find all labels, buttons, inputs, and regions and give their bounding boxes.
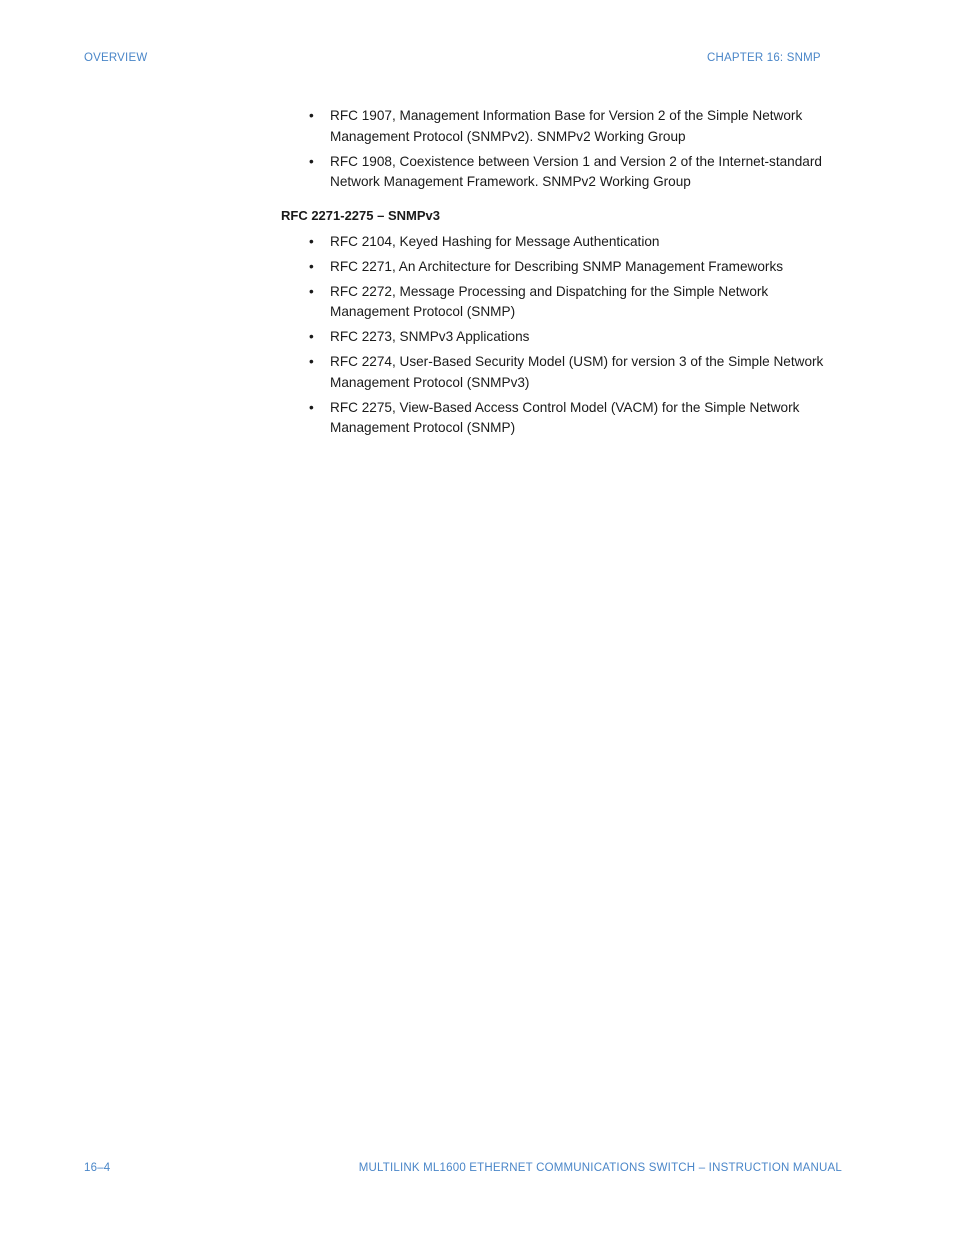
bullet-icon: • <box>309 233 314 249</box>
page-number: 16–4 <box>84 1162 111 1174</box>
bullet-icon: • <box>309 329 314 344</box>
list-item <box>281 106 841 147</box>
list-item <box>281 232 841 253</box>
list-item-text: RFC 2104, Keyed Hashing for Message Authentication <box>330 233 660 249</box>
section-heading: RFC 2271-2275 – SNMPv3 <box>281 207 440 223</box>
list-item <box>281 257 841 278</box>
list-item-text: RFC 2273, SNMPv3 Applications <box>330 329 530 344</box>
list-item-text: RFC 2274, User-Based Security Model (USM) for version 3 of the Simple Network Management Protocol (SNMPv3) <box>330 354 824 390</box>
list-item-text: RFC 1907, Management Information Base for Version 2 of the Simple Network Management Protocol (SNMPv2). SNMPv2 Working Group <box>330 108 803 144</box>
rfc-list-snmpv3 <box>281 232 841 439</box>
running-header-chapter: CHAPTER 16: SNMP <box>707 52 821 64</box>
list-item <box>281 398 841 439</box>
bullet-icon: • <box>309 258 314 274</box>
bullet-icon: • <box>309 283 314 299</box>
list-item <box>281 282 841 323</box>
manual-title: MULTILINK ML1600 ETHERNET COMMUNICATIONS SWITCH – INSTRUCTION MANUAL <box>358 1162 842 1174</box>
running-header-section: OVERVIEW <box>84 52 148 64</box>
list-item-text: RFC 2275, View-Based Access Control Model (VACM) for the Simple Network Management Protocol (SNMP) <box>330 399 800 435</box>
list-item <box>281 152 841 193</box>
bullet-icon: • <box>309 108 314 123</box>
bullet-icon: • <box>309 399 314 415</box>
list-item-text: RFC 2271, An Architecture for Describing SNMP Management Frameworks <box>330 258 784 274</box>
list-item <box>281 327 841 348</box>
list-item <box>281 352 841 393</box>
page-body <box>281 106 841 443</box>
list-item-text: RFC 2272, Message Processing and Dispatching for the Simple Network Management Protocol (SNMP) <box>330 283 769 319</box>
bullet-icon: • <box>309 354 314 369</box>
rfc-list-snmpv2 <box>281 106 841 193</box>
list-item-text: RFC 1908, Coexistence between Version 1 and Version 2 of the Internet-standard Network Management Framework. SNMPv2 Working Group <box>330 153 822 189</box>
bullet-icon: • <box>309 153 314 169</box>
